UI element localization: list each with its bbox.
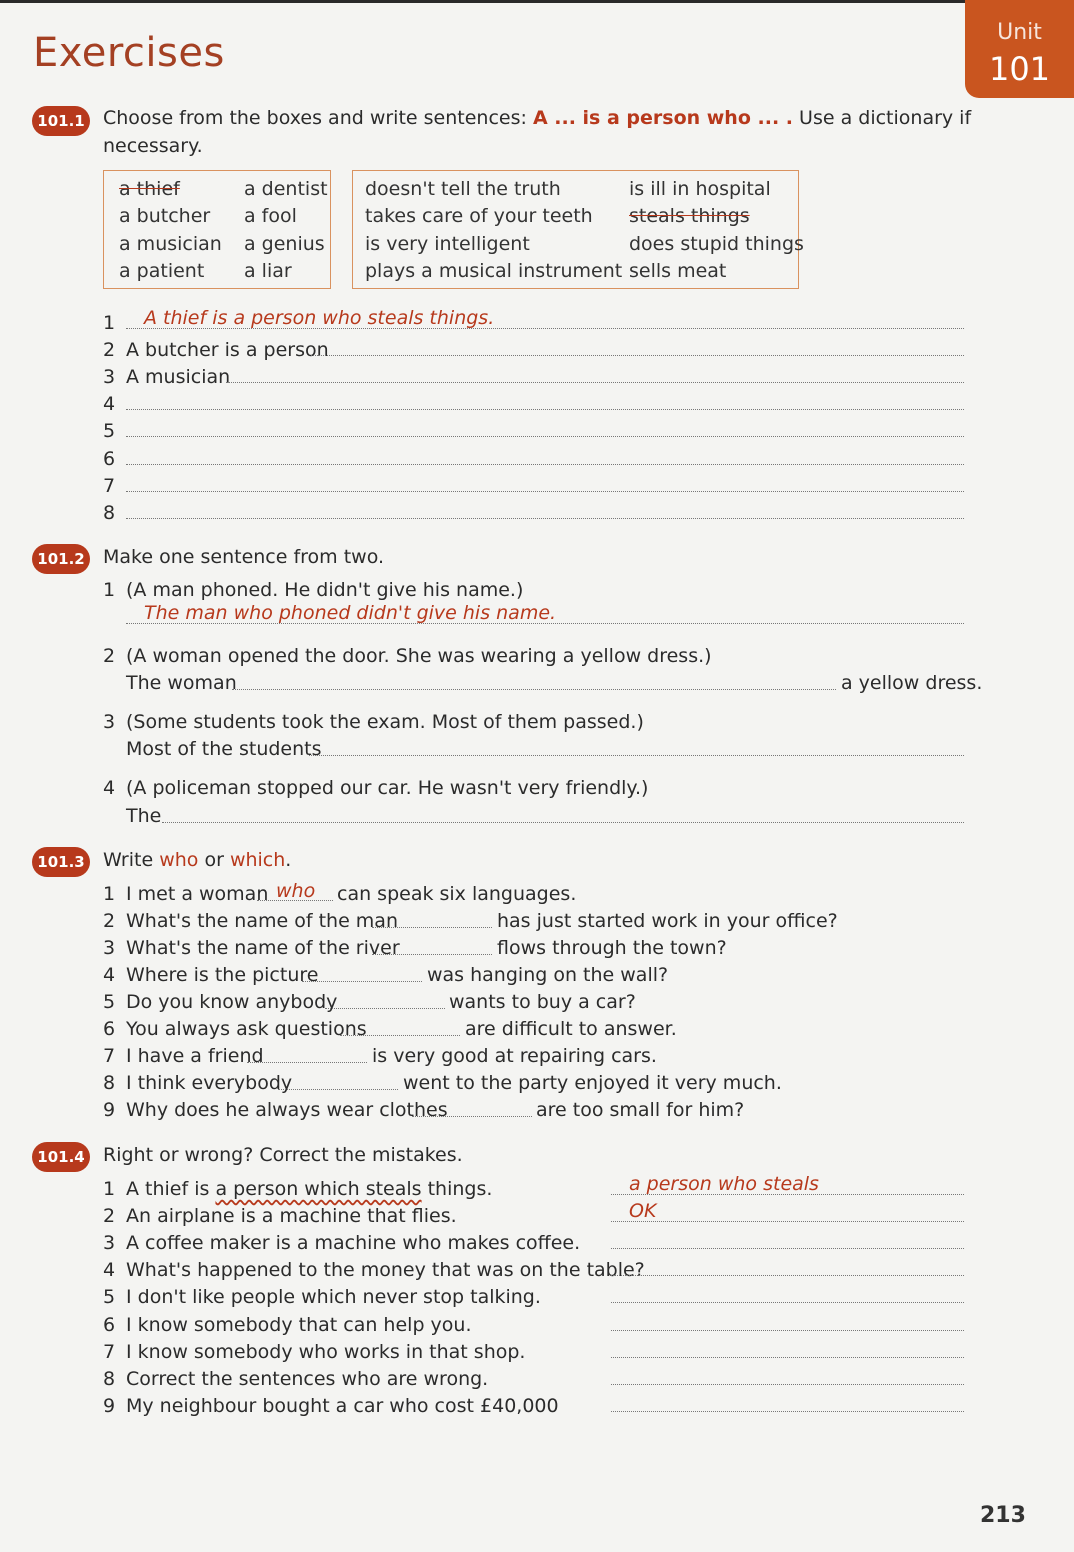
box-word: a butcher: [119, 205, 211, 227]
item-number: 4: [103, 1259, 116, 1281]
answer-line[interactable]: [126, 464, 964, 465]
item-start: Most of the students: [126, 738, 322, 760]
box-phrase: plays a musical instrument: [365, 260, 623, 282]
item-text-part: things.: [421, 1178, 493, 1200]
item-text: are difficult to answer.: [465, 1018, 677, 1040]
instruction-highlight: which: [229, 849, 286, 871]
item-number: 4: [103, 964, 116, 986]
item-text: An airplane is a machine that flies.: [126, 1205, 457, 1227]
answer-line[interactable]: [309, 755, 964, 756]
correction-line[interactable]: [611, 1384, 964, 1385]
sample-answer: OK: [629, 1200, 657, 1222]
item-number: 2: [103, 1205, 116, 1227]
item-number: 6: [103, 1314, 116, 1336]
box-phrase: steals things: [629, 205, 750, 227]
item-number: 6: [103, 1018, 116, 1040]
item-prompt: (Some students took the exam. Most of them passed.): [126, 711, 644, 733]
exercise-instruction: [103, 849, 291, 871]
item-text: A musician: [126, 366, 231, 388]
item-text-part: A thief is: [126, 1178, 216, 1200]
answer-line[interactable]: [226, 382, 964, 383]
exercise-badge-101-4: 101.4: [32, 1142, 90, 1172]
instruction-continuation: necessary.: [103, 135, 203, 157]
instruction-text: or: [198, 849, 230, 871]
item-number: 4: [103, 777, 116, 799]
instruction-text: Write: [103, 849, 160, 871]
box-phrase: does stupid things: [629, 233, 804, 255]
item-number: 5: [103, 420, 116, 442]
top-rule: [0, 0, 1074, 3]
item-text: What's happened to the money that was on the table?: [126, 1259, 645, 1281]
item-number: 9: [103, 1099, 116, 1121]
item-text: can speak six languages.: [337, 883, 577, 905]
item-start: The: [126, 805, 162, 827]
exercise-instruction: [103, 107, 971, 129]
instruction-text: .: [285, 849, 292, 871]
instruction-highlight: who: [159, 849, 199, 871]
item-text: I think everybody: [126, 1072, 293, 1094]
instruction-highlight: A ... is a person who ... .: [532, 107, 793, 129]
item-text: What's the name of the man: [126, 910, 398, 932]
item-number: 7: [103, 1045, 116, 1067]
item-text: Where is the picture: [126, 964, 319, 986]
item-number: 2: [103, 910, 116, 932]
box-phrase: is very intelligent: [365, 233, 530, 255]
item-text: wants to buy a car?: [449, 991, 636, 1013]
unit-number: 101: [988, 50, 1051, 88]
box-word: a musician: [119, 233, 222, 255]
box-phrase: sells meat: [629, 260, 727, 282]
item-end: a yellow dress.: [841, 672, 983, 694]
item-number: 1: [103, 1178, 116, 1200]
item-text: What's the name of the river: [126, 937, 400, 959]
answer-gap[interactable]: [412, 1116, 532, 1117]
instruction-text: Use a dictionary if: [793, 107, 972, 129]
correction-line[interactable]: [611, 1357, 964, 1358]
sample-answer: a person who steals: [629, 1173, 819, 1195]
item-text: I know somebody who works in that shop.: [126, 1341, 526, 1363]
item-text: You always ask questions: [126, 1018, 367, 1040]
answer-line[interactable]: [311, 355, 964, 356]
answer-gap[interactable]: [340, 1035, 460, 1036]
item-number: 8: [103, 1368, 116, 1390]
marked-mistake: a person which steals: [215, 1178, 422, 1200]
correction-line[interactable]: [611, 1302, 964, 1303]
item-text: I met a woman: [126, 883, 269, 905]
item-number: 5: [103, 991, 116, 1013]
item-text: My neighbour bought a car who cost £40,000: [126, 1395, 559, 1417]
item-text: went to the party enjoyed it very much.: [403, 1072, 782, 1094]
box-word: a dentist: [244, 178, 328, 200]
item-number: 7: [103, 1341, 116, 1363]
item-number: 3: [103, 366, 116, 388]
item-number: 5: [103, 1286, 116, 1308]
exercise-badge-101-3: 101.3: [32, 847, 90, 877]
exercise-instruction: Make one sentence from two.: [103, 546, 385, 568]
item-text: I know somebody that can help you.: [126, 1314, 472, 1336]
page-title: Exercises: [33, 30, 225, 76]
correction-line[interactable]: [611, 1330, 964, 1331]
item-text: A butcher is a person: [126, 339, 329, 361]
item-text: flows through the town?: [497, 937, 727, 959]
exercise-badge-101-1: 101.1: [32, 106, 90, 136]
page-number: 213: [980, 1503, 1026, 1528]
item-number: 1: [103, 312, 116, 334]
box-word: a patient: [119, 260, 205, 282]
item-number: 9: [103, 1395, 116, 1417]
answer-gap[interactable]: [302, 981, 422, 982]
box-phrase: doesn't tell the truth: [365, 178, 561, 200]
item-text: I don't like people which never stop talking.: [126, 1286, 541, 1308]
correction-line[interactable]: [611, 1411, 964, 1412]
answer-gap[interactable]: [325, 1008, 445, 1009]
answer-gap[interactable]: [372, 954, 492, 955]
answer-line[interactable]: [126, 518, 964, 519]
instruction-text: Choose from the boxes and write sentences:: [103, 107, 533, 129]
correction-line[interactable]: [611, 1221, 964, 1222]
item-text: is very good at repairing cars.: [372, 1045, 657, 1067]
item-text: I have a friend: [126, 1045, 264, 1067]
answer-line[interactable]: [232, 689, 836, 690]
correction-line[interactable]: [611, 1248, 964, 1249]
exercise-instruction: Right or wrong? Correct the mistakes.: [103, 1144, 463, 1166]
item-number: 8: [103, 1072, 116, 1094]
answer-line[interactable]: [126, 491, 964, 492]
item-text: A coffee maker is a machine who makes coffee.: [126, 1232, 581, 1254]
item-number: 1: [103, 579, 116, 601]
sample-answer: The man who phoned didn't give his name.: [144, 602, 557, 624]
item-number: 4: [103, 393, 116, 415]
answer-line[interactable]: [126, 409, 964, 410]
box-phrase: is ill in hospital: [629, 178, 771, 200]
item-prompt: (A policeman stopped our car. He wasn't very friendly.): [126, 777, 649, 799]
answer-line[interactable]: [126, 436, 964, 437]
item-text: has just started work in your office?: [497, 910, 838, 932]
box-word: a fool: [244, 205, 297, 227]
exercise-badge-101-2: 101.2: [32, 544, 90, 574]
item-text: Do you know anybody: [126, 991, 338, 1013]
correction-line[interactable]: [611, 1275, 964, 1276]
item-text: was hanging on the wall?: [427, 964, 669, 986]
item-number: 2: [103, 645, 116, 667]
box-word: a liar: [244, 260, 292, 282]
sample-answer: who: [276, 880, 316, 902]
item-number: 3: [103, 711, 116, 733]
item-number: 7: [103, 475, 116, 497]
item-text: are too small for him?: [536, 1099, 745, 1121]
answer-gap[interactable]: [278, 1089, 398, 1090]
item-prompt: (A woman opened the door. She was wearing a yellow dress.): [126, 645, 712, 667]
answer-gap[interactable]: [372, 927, 492, 928]
answer-gap[interactable]: [247, 1062, 367, 1063]
item-number: 3: [103, 937, 116, 959]
box-phrase: takes care of your teeth: [365, 205, 593, 227]
item-number: 3: [103, 1232, 116, 1254]
item-text: Correct the sentences who are wrong.: [126, 1368, 489, 1390]
unit-tab: [965, 0, 1074, 98]
item-number: 8: [103, 502, 116, 524]
item-number: 6: [103, 448, 116, 470]
box-word: a thief: [119, 178, 180, 200]
item-number: 2: [103, 339, 116, 361]
item-prompt: (A man phoned. He didn't give his name.): [126, 579, 524, 601]
unit-label: Unit: [997, 20, 1042, 45]
box-word: a genius: [244, 233, 325, 255]
answer-line[interactable]: [162, 822, 964, 823]
item-text: [126, 1178, 492, 1200]
sample-answer: A thief is a person who steals things.: [144, 307, 495, 329]
item-text: Why does he always wear clothes: [126, 1099, 448, 1121]
item-number: 1: [103, 883, 116, 905]
item-start: The woman: [126, 672, 237, 694]
